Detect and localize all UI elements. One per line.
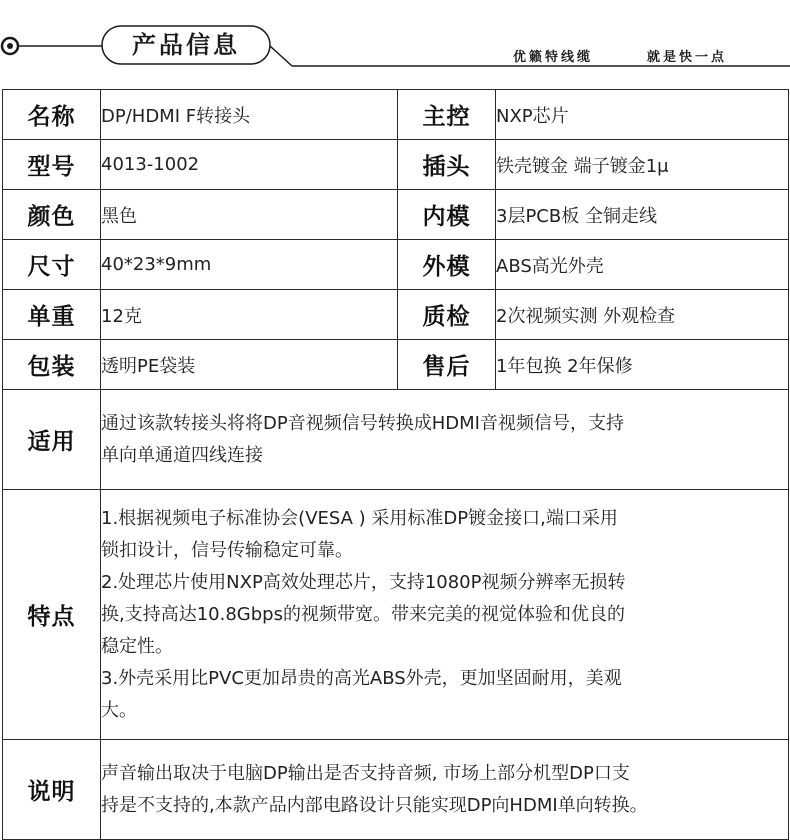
table-row xyxy=(3,90,789,140)
notes-text xyxy=(101,740,789,840)
text-line: 通过该款转接头将将DP音视频信号转换成HDMI音视频信号，支持 xyxy=(101,412,624,434)
spec-value: 12克 xyxy=(101,290,398,340)
text-line: 1.根据视频电子标准协会(VESA ) 采用标准DP镀金接口,端口采用 xyxy=(101,507,618,529)
text-line: 大。 xyxy=(101,699,137,721)
features-row xyxy=(3,490,789,740)
spec-label: 质检 xyxy=(398,290,496,340)
text-line: 单向单通道四线连接 xyxy=(101,444,263,466)
table-row xyxy=(3,190,789,240)
table-row xyxy=(3,290,789,340)
spec-value: 黑色 xyxy=(101,190,398,240)
spec-value: NXP芯片 xyxy=(496,90,789,140)
notes-row xyxy=(3,740,789,840)
spec-label: 内模 xyxy=(398,190,496,240)
spec-value: 透明PE袋装 xyxy=(101,340,398,390)
table-row xyxy=(3,240,789,290)
spec-label: 尺寸 xyxy=(3,240,101,290)
tagline-slogan: 就是快一点 xyxy=(647,50,728,65)
table-row xyxy=(3,140,789,190)
spec-label: 售后 xyxy=(398,340,496,390)
features-label: 特点 xyxy=(3,490,101,740)
spec-label: 插头 xyxy=(398,140,496,190)
spec-label: 外模 xyxy=(398,240,496,290)
spec-value: 40*23*9mm xyxy=(101,240,398,290)
text-line: 稳定性。 xyxy=(101,635,173,657)
text-line: 2.处理芯片使用NXP高效处理芯片，支持1080P视频分辨率无损转 xyxy=(101,571,626,593)
product-spec-table xyxy=(2,89,789,840)
header xyxy=(0,0,790,90)
applicable-row xyxy=(3,390,789,490)
applicable-label: 适用 xyxy=(3,390,101,490)
brand-slogan: 优籁特线缆 xyxy=(513,50,594,65)
spec-value: DP/HDMI F转接头 xyxy=(101,90,398,140)
text-line: 换,支持高达10.8Gbps的视频带宽。带来完美的视觉体验和优良的 xyxy=(101,603,625,625)
spec-label: 名称 xyxy=(3,90,101,140)
table-row xyxy=(3,340,789,390)
spec-value: 3层PCB板 全铜走线 xyxy=(496,190,789,240)
spec-label: 包装 xyxy=(3,340,101,390)
text-line: 锁扣设计，信号传输稳定可靠。 xyxy=(101,539,353,561)
spec-value: 2次视频实测 外观检查 xyxy=(496,290,789,340)
spec-value: ABS高光外壳 xyxy=(496,240,789,290)
text-line: 3.外壳采用比PVC更加昂贵的高光ABS外壳，更加坚固耐用，美观 xyxy=(101,667,622,689)
page-title: 产品信息 xyxy=(132,31,240,59)
spec-value: 铁壳镀金 端子镀金1μ xyxy=(496,140,789,190)
text-line: 持是不支持的,本款产品内部电路设计只能实现DP向HDMI单向转换。 xyxy=(101,794,648,816)
spec-label: 颜色 xyxy=(3,190,101,240)
text-line: 声音输出取决于电脑DP输出是否支持音频, 市场上部分机型DP口支 xyxy=(101,762,630,784)
spec-label: 型号 xyxy=(3,140,101,190)
spec-label: 单重 xyxy=(3,290,101,340)
spec-value: 1年包换 2年保修 xyxy=(496,340,789,390)
spec-value: 4013-1002 xyxy=(101,140,398,190)
spec-label: 主控 xyxy=(398,90,496,140)
notes-label: 说明 xyxy=(3,740,101,840)
applicable-text xyxy=(101,390,789,490)
features-text xyxy=(101,490,789,740)
